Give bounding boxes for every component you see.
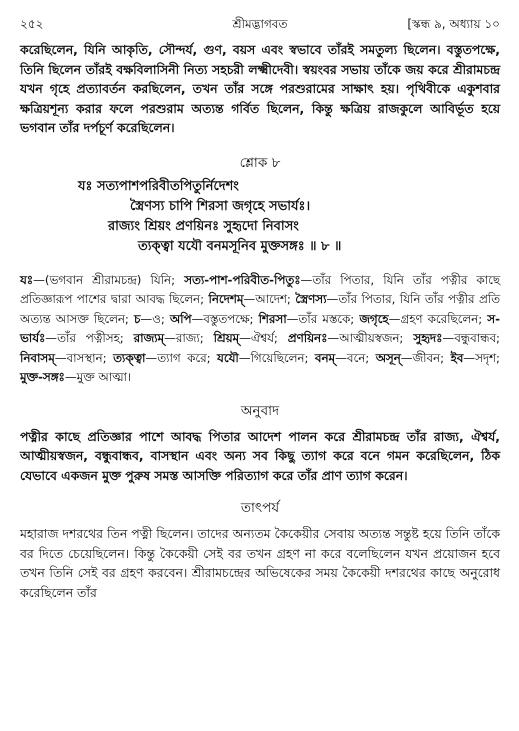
synonym-term: যঃ: [20, 272, 34, 287]
synonym-meaning: —বস্তুতপক্ষে;: [191, 311, 259, 326]
verse-text: [20, 177, 500, 257]
synonym-term: সত্য-পাশ-পরিবীত-পিতুঃ: [184, 272, 301, 287]
synonym-meaning: —গিয়েছিলেন;: [238, 350, 315, 365]
synonym-term: অপি: [169, 311, 192, 326]
synonym-term: স্ত্রৈণস্য: [295, 292, 327, 306]
synonym-term: অসূন্: [375, 350, 401, 365]
translation-paragraph: পত্নীর কাছে প্রতিজ্ঞার পাশে আবদ্ধ পিতার আদেশ পালন করে শ্রীরামচন্দ্র তাঁর রাজ্য, ঐশ্বর্য, আত্মীয়স্বজন, বন্ধুবান্ধব, বাসস্থান এবং অন্য সব কিছু ত্যাগ করে বনে গমন করেছিলেন, ঠিক যেভাবে একজন মুক্ত পুরুষ সমস্ত আসক্তি পরিত্যাগ করে তাঁর প্রাণ ত্যাগ করেন।: [20, 428, 500, 483]
book-title: শ্রীমদ্ভাগবত: [232, 17, 288, 31]
intro-paragraph: করেছিলেন, যিনি আকৃতি, সৌন্দর্য, গুণ, বয়স এবং স্বভাবে তাঁরই সমতুল্য ছিলেন। বস্তুতপক্ষে, তিনি ছিলেন তাঁরই বক্ষবিলাসিনী নিত্য সহচরী লক্ষ্মীদেবী। স্বয়ংবর সভায় তাঁকে জয় করে শ্রীরামচন্দ্র যখন গৃহে প্রত্যাবর্তন করছিলেন, তখন তাঁর সঙ্গে পরশুরামের সাক্ষাৎ হয়। পৃথিবীকে একুশবার ক্ষত্রিয়শূন্য করার ফলে পরশুরাম অত্যন্ত গর্বিত ছিলেন, কিন্তু ক্ষত্রিয় রাজকুলে আবির্ভূত হয়ে ভগবান তাঁর দর্পচূর্ণ করেছিলেন।: [20, 42, 500, 135]
synonym-term: বনম্: [314, 350, 336, 365]
synonym-meaning: —রাজ্য;: [164, 331, 214, 345]
synonym-meaning: —তাঁর পিতার, যিনি তাঁর পত্নীর প্রতি অত্যন্ত আসক্ত ছিলেন;: [20, 292, 501, 326]
synonym-term: শিরসা: [258, 311, 287, 326]
synonym-meaning: —ঐশ্বর্য;: [239, 331, 288, 345]
synonym-meaning: —(ভগবান শ্রীরামচন্দ্র) যিনি;: [33, 272, 185, 287]
synonym-meaning: —বন্ধুবান্ধব;: [442, 331, 500, 345]
synonym-term: নিদেশম্: [208, 292, 244, 306]
verse-line: রাজ্যং শ্রিয়ং প্রণয়িনঃ সুহৃদো নিবাসং: [108, 218, 299, 234]
synonym-term: চ: [133, 311, 141, 326]
synonym-term: জগৃহে: [359, 311, 389, 326]
synonym-term: নিবাসম্: [20, 350, 55, 365]
synonym-meaning: —ত্যাগ করে;: [145, 350, 218, 365]
synonym-meaning: —তাঁর পত্নীসহ;: [45, 331, 134, 345]
verse-heading: শ্লোক ৮: [239, 154, 281, 171]
synonym-term: ত্যক্ত্বা: [113, 350, 146, 365]
synonym-meaning: —তাঁর মস্তকে;: [286, 311, 360, 326]
section-label: [স্কন্ধ ৯, অধ্যায় ১০: [407, 17, 500, 31]
synonym-term: শ্রিয়ম্: [213, 331, 240, 345]
verse-line: যঃ সত্যপাশপরিবীতপিতুর্নিদেশং: [78, 178, 239, 194]
synonym-term: যযৌ: [217, 350, 239, 365]
synonyms-paragraph: [20, 271, 500, 388]
synonym-term: রাজ্যম্: [133, 331, 165, 345]
synonym-meaning: —আদেশ;: [243, 292, 296, 306]
synonym-meaning: —ও;: [140, 311, 170, 326]
synonym-meaning: —সদৃশ;: [463, 350, 501, 365]
running-header: [20, 10, 500, 32]
synonym-meaning: —আত্মীয়স্বজন;: [327, 331, 414, 345]
synonym-term: সুহৃদঃ: [413, 331, 443, 345]
purport-heading: তাৎপর্য: [240, 500, 280, 516]
synonym-meaning: —গ্রহণ করেছিলেন;: [388, 311, 488, 326]
page-number: ২৫২: [20, 17, 44, 31]
synonym-meaning: —বাসস্থান;: [54, 350, 114, 365]
synonym-meaning: —তাঁর পিতার, যিনি তাঁর পত্নীর কাছে প্রতিজ্ঞারূপ পাশের দ্বারা আবদ্ধ ছিলেন;: [20, 272, 500, 306]
synonym-meaning: —মুক্ত আত্মা।: [64, 370, 132, 384]
verse-line: ত্যক্ত্বা যযৌ বনমসূনিব মুক্তসঙ্গঃ ॥ ৮ ॥: [138, 238, 342, 254]
translation-heading: অনুবাদ: [240, 402, 280, 419]
verse-line: স্ত্রৈণস্য চাপি শিরসা জগৃহে সভার্যঃ।: [130, 198, 311, 214]
synonym-term: ইব: [450, 350, 464, 365]
synonym-meaning: —বনে;: [335, 350, 376, 365]
book-page: [20, 10, 500, 602]
synonym-term: মুক্ত-সঙ্গঃ: [20, 370, 65, 384]
synonym-term: প্রণয়িনঃ: [287, 331, 328, 345]
synonym-meaning: —জীবন;: [400, 350, 451, 365]
synonym-term: স-ভার্যঃ: [20, 311, 500, 345]
purport-paragraph: মহারাজ দশরথের তিন পত্নী ছিলেন। তাদের অন্যতম কৈকেয়ীর সেবায় অত্যন্ত সন্তুষ্ট হয়ে তিনি তাঁকে বর দিতে চেয়েছিলেন। কিন্তু কৈকেয়ী সেই বর তখন গ্রহণ না করে বলেছিলেন যখন প্রয়োজন হবে তখন তিনি সেই বর গ্রহণ করবেন। শ্রীরামচন্দ্রের অভিষেকের সময় কৈকেয়ী দশরথের কাছে অনুরোধ করেছিলেন তাঁর: [20, 526, 500, 600]
